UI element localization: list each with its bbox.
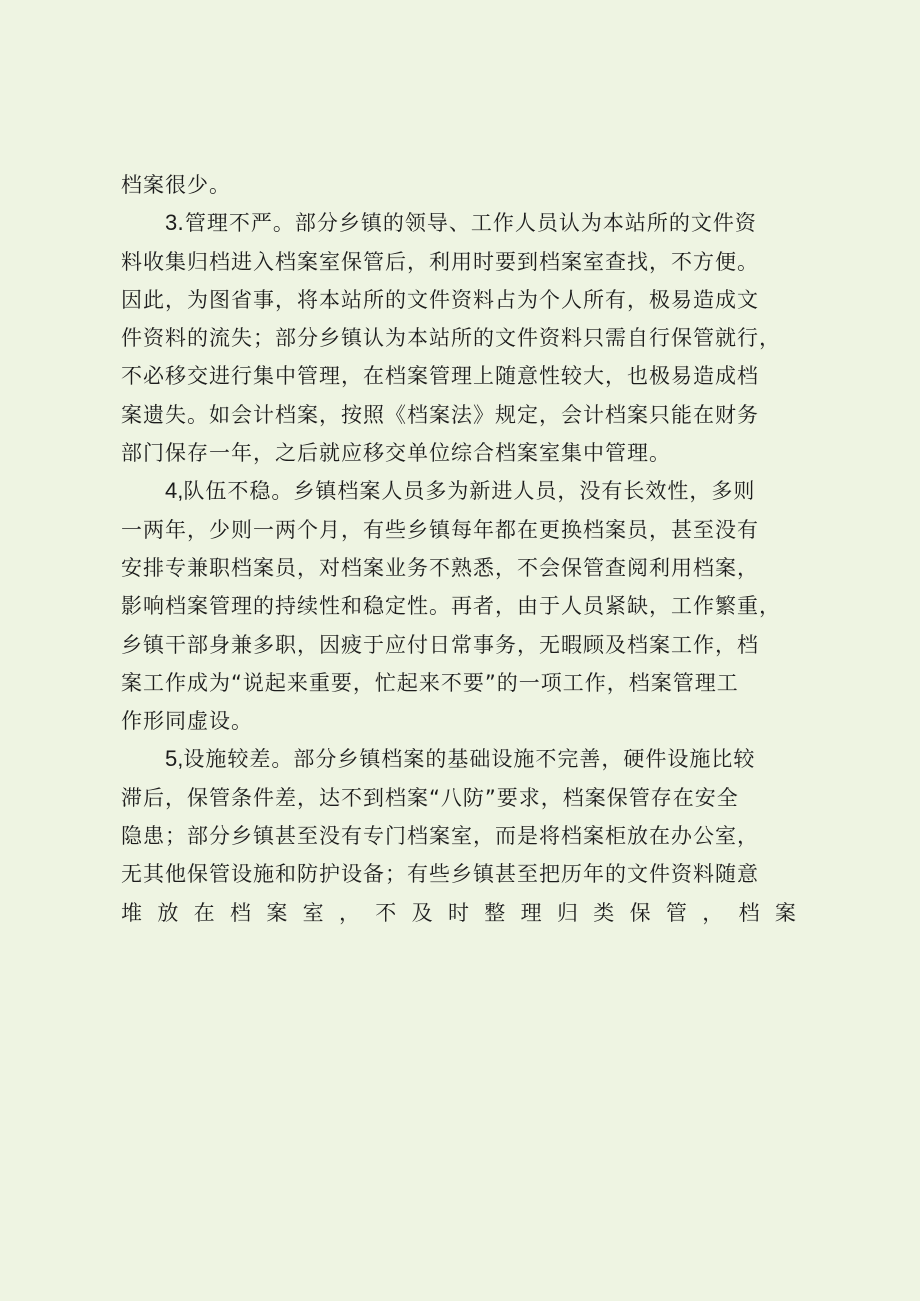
text-line: [121, 472, 811, 510]
text-line: 安排专兼职档案员，对档案业务不熟悉，不会保管查阅利用档案，: [121, 555, 759, 580]
item-number: 3: [165, 210, 178, 236]
spread-char: 室: [302, 900, 325, 925]
text-line: 档案很少。: [121, 173, 231, 197]
paragraph-5: [121, 740, 811, 931]
text-segment: .管理不严。部分乡镇的领导、工作人员认为本站所的文件资: [177, 211, 757, 236]
paragraph-continuation: [121, 166, 811, 204]
document-body: [121, 166, 811, 932]
spread-char: 案: [774, 900, 797, 925]
spread-char: 案: [266, 900, 289, 925]
text-line: 一两年，少则一两个月，有些乡镇每年都在更换档案员，甚至没有: [121, 517, 759, 542]
paragraph-3: [121, 204, 811, 472]
text-line: 隐患；部分乡镇甚至没有专门档案室，而是将档案柜放在办公室，: [121, 824, 759, 849]
spread-char: 档: [229, 900, 252, 925]
text-line: 料收集归档进入档案室保管后，利用时要到档案室查找，不方便。: [121, 249, 759, 274]
spread-char: 归: [556, 900, 579, 925]
text-line: [121, 204, 811, 242]
text-line: 作形同虚设。: [121, 709, 253, 734]
item-number: 5,: [165, 746, 184, 772]
text-line-spread: [121, 894, 797, 932]
spread-char: 不: [375, 900, 398, 925]
spread-char: 管: [665, 900, 688, 925]
text-segment: 队伍不稳。乡镇档案人员多为新进人员，没有长效性，多则: [183, 479, 756, 504]
text-line: 件资料的流失；部分乡镇认为本站所的文件资料只需自行保管就行，: [121, 326, 781, 351]
text-segment: 设施较差。部分乡镇档案的基础设施不完善，硬件设施比较: [183, 747, 756, 772]
text-line: 因此，为图省事，将本站所的文件资料占为个人所有，极易造成文: [121, 287, 759, 312]
spread-char: 时: [447, 900, 470, 925]
spread-char: 堆: [121, 900, 143, 925]
text-line: 乡镇干部身兼多职，因疲于应付日常事务，无暇顾及档案工作，档: [121, 632, 759, 657]
spread-char: 保: [629, 900, 652, 925]
spread-char: ，: [338, 900, 361, 925]
text-line: 案遗失。如会计档案，按照《档案法》规定，会计档案只能在财务: [121, 402, 759, 427]
text-line: [121, 740, 811, 778]
text-line: 无其他保管设施和防护设备；有些乡镇甚至把历年的文件资料随意: [121, 862, 759, 887]
text-line: 不必移交进行集中管理，在档案管理上随意性较大，也极易造成档: [121, 364, 759, 389]
item-number: 4,: [165, 478, 184, 504]
spread-char: 整: [484, 900, 507, 925]
spread-char: ，: [702, 900, 725, 925]
spread-char: 档: [738, 900, 761, 925]
spread-char: 及: [411, 900, 434, 925]
spread-char: 类: [593, 900, 616, 925]
text-line: 部门保存一年，之后就应移交单位综合档案室集中管理。: [121, 441, 671, 466]
text-line: 案工作成为“说起来重要，忙起来不要”的一项工作，档案管理工: [121, 670, 739, 695]
text-line: 影响档案管理的持续性和稳定性。再者，由于人员紧缺，工作繁重，: [121, 594, 781, 619]
spread-char: 在: [193, 900, 216, 925]
spread-char: 理: [520, 900, 543, 925]
paragraph-4: [121, 472, 811, 740]
text-line: 滞后，保管条件差，达不到档案“八防”要求，档案保管存在安全: [121, 785, 739, 810]
spread-char: 放: [157, 900, 180, 925]
